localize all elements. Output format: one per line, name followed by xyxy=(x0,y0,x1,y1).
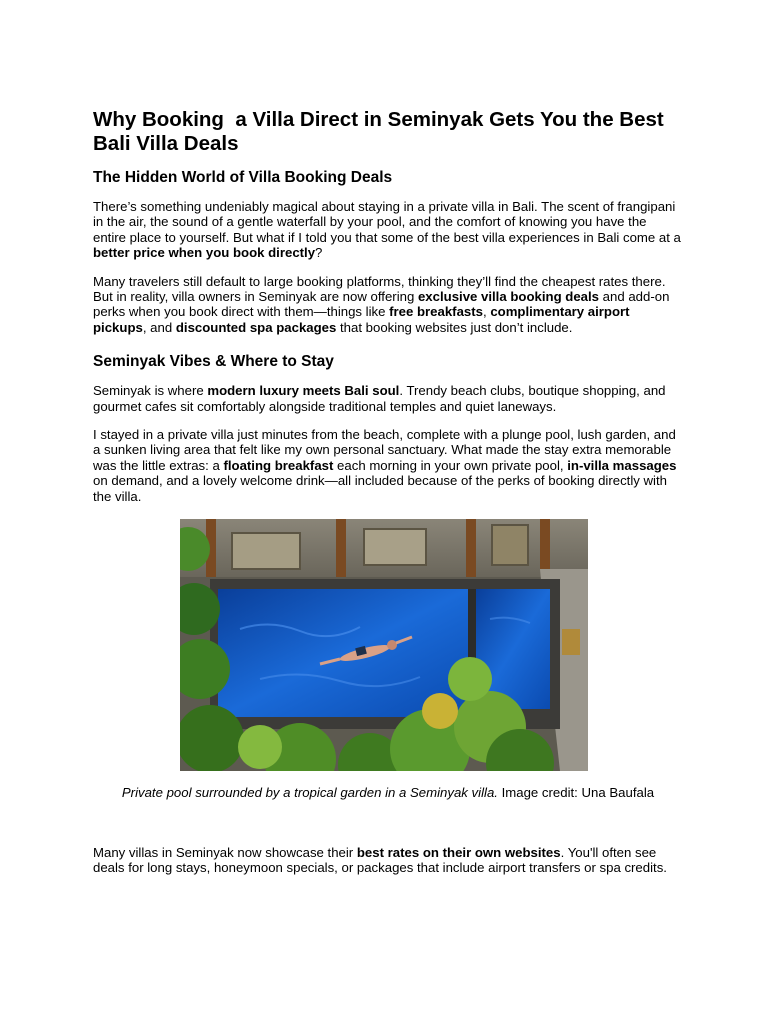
article xyxy=(93,108,683,888)
bold-text: best rates on their own websites xyxy=(356,844,561,860)
text-run: . Trendy beach clubs, boutique shopping, and gourmet cafes sit comfortably alongside traditional temples and quiet laneways. xyxy=(93,383,666,414)
text-run: , xyxy=(482,304,491,320)
paragraph-booking-platforms xyxy=(93,274,683,336)
bold-text: modern luxury meets Bali soul xyxy=(207,383,400,399)
text-run: There’s something undeniably magical about staying in a private villa in Bali. The scent of frangipani in the air, the sound of a gentle waterfall by your pool, and the comfort of knowing you have the entire place to yourself. But what if I told you that some of the best villa experiences in Bali come at a xyxy=(93,199,681,245)
text-run: on demand, and a lovely welcome drink—all included because of the perks of booking directly with the villa. xyxy=(93,473,667,504)
text-run: Seminyak is where xyxy=(93,383,208,399)
text-run: , and xyxy=(142,319,176,335)
text-run: I stayed in a private villa just minutes from the beach, complete with a plunge pool, lush garden, and a sunken living area that felt like my own personal sanctuary. What made the stay extra memorable was the little extras: a xyxy=(93,427,676,473)
figure xyxy=(93,519,683,800)
figure-caption xyxy=(93,785,683,800)
text-run: and add-on perks when you book direct with them—things like xyxy=(93,289,670,320)
paragraph-seminyak xyxy=(93,383,683,414)
article-title: Why Booking a Villa Direct in Seminyak Gets You the Best Bali Villa Deals xyxy=(93,108,670,155)
text-run: Many travelers still default to large booking platforms, thinking they’ll find the cheapest rates there. But in reality, villa owners in Seminyak are now offering xyxy=(93,273,666,305)
paragraph-villa-stay xyxy=(93,427,683,504)
bold-text: in-villa massages xyxy=(567,457,677,473)
bold-text: free breakfasts xyxy=(389,304,483,320)
paragraph-closing xyxy=(93,845,683,876)
text-run: ? xyxy=(315,245,323,261)
bold-text: floating breakfast xyxy=(223,457,334,473)
bold-text: exclusive villa booking deals xyxy=(417,289,600,305)
paragraph-intro xyxy=(93,199,683,261)
text-run: Many villas in Seminyak now showcase their xyxy=(93,844,357,860)
image-credit: Image credit: Una Baufala xyxy=(497,785,655,801)
section-heading-seminyak-vibes: Seminyak Vibes & Where to Stay xyxy=(93,353,334,371)
caption-italic: Private pool surrounded by a tropical garden in a Seminyak villa. xyxy=(121,785,498,801)
bold-text: complimentary airport pickups xyxy=(93,304,630,335)
bold-text: discounted spa packages xyxy=(175,319,337,335)
bold-text: better price when you book directly xyxy=(93,245,316,261)
section-heading-hidden-world: The Hidden World of Villa Booking Deals xyxy=(93,169,393,186)
text-run: . You'll often see deals for long stays, honeymoon specials, or packages that include airport transfers or spa credits. xyxy=(93,844,667,875)
text-run: that booking websites just don’t include. xyxy=(336,319,573,335)
pool-photo xyxy=(180,519,588,771)
text-run: each morning in your own private pool, xyxy=(333,457,568,473)
